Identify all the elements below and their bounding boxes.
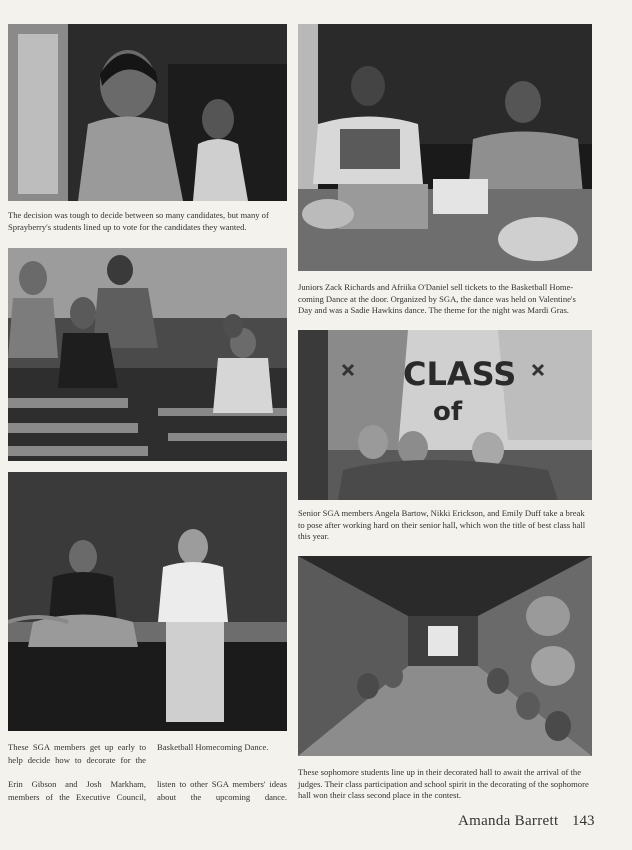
caption-sga-col2-line3: listen to other SGA members' ideas: [157, 779, 287, 789]
photo-student-voting: [8, 24, 287, 201]
photo-sga-members-stage: [8, 472, 287, 731]
caption-sga-col1-line1: These SGA members get up early to: [8, 742, 146, 752]
photo-sophomore-hall: [298, 556, 592, 756]
page-author-name: Amanda Barrett: [458, 813, 559, 829]
banner-of-text: of: [433, 397, 463, 427]
caption-sga-col2-line4: about the upcoming dance.: [157, 792, 287, 802]
caption-sophomore-hall: These sophomore students line up in their decorated hall to await the arrival of the judges. Their class participation and school spirit in the decorating of the sophomore hall won their class second place in the contest.: [298, 767, 589, 801]
banner-class-text: CLASS: [403, 355, 517, 393]
caption-sga-col1-line3: Erin Gibson and Josh Markham,: [8, 779, 146, 789]
caption-voting: The decision was tough to decide between so many candidates, but many of Sprayberry's students lined up to vote for the candidates they wanted.: [8, 210, 269, 232]
photo-senior-hall: [298, 330, 592, 500]
caption-ticket-sellers: Juniors Zack Richards and Afriika O'Daniel sell tickets to the Basketball Home-coming Dance at the door. Organized by SGA, the dance was held on Valentine's Day and was a Sadie Hawkins dance. The theme for the night was Mardi Gras.: [298, 282, 576, 316]
photo-ticket-sellers: [298, 24, 592, 271]
caption-sga-col1-line2: help decide how to decorate for the: [8, 755, 146, 765]
page-number: 143: [572, 813, 595, 829]
caption-senior-hall: Senior SGA members Angela Bartow, Nikki Erickson, and Emily Duff take a break to pose after working hard on their senior hall, which won the title of best class hall this year.: [298, 508, 586, 542]
photo-students-auditorium: [8, 248, 287, 461]
caption-sga-col2-line1: Basketball Homecoming Dance.: [157, 742, 269, 752]
caption-sga-col1-line4: members of the Executive Council,: [8, 792, 146, 802]
